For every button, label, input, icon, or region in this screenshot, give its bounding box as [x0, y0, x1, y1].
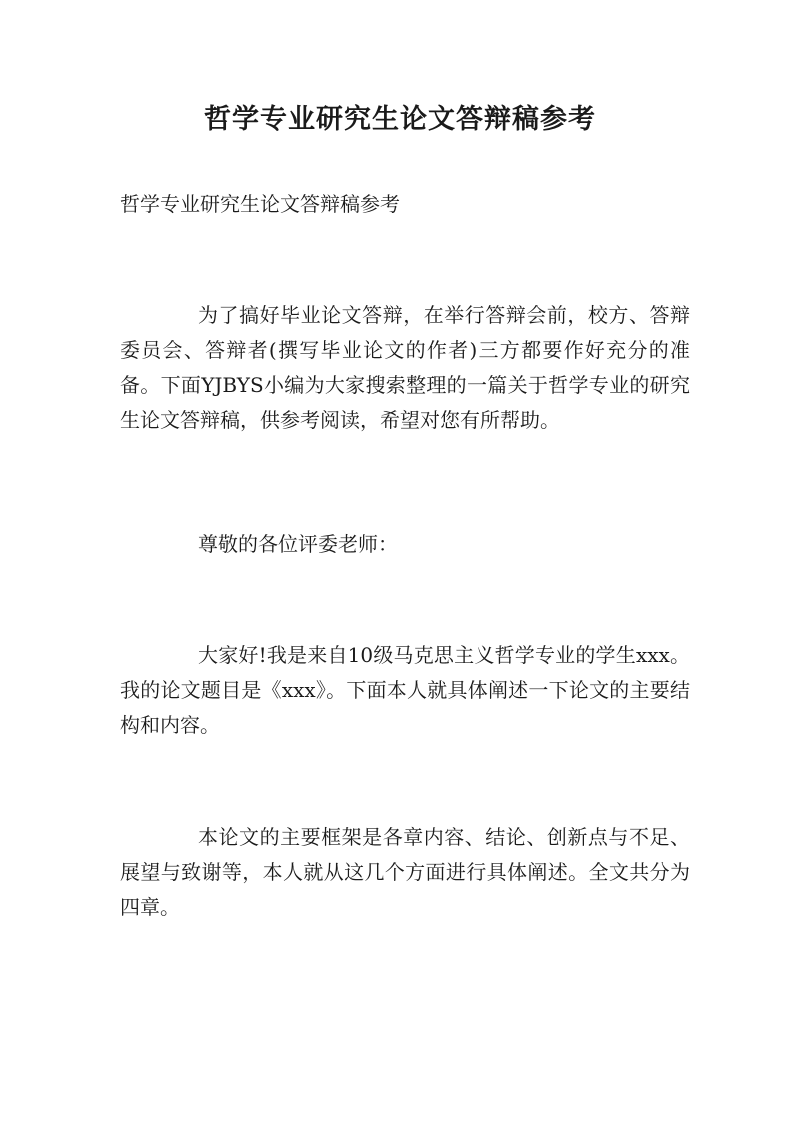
salutation-paragraph: 尊敬的各位评委老师： [198, 532, 398, 556]
document-title: 哲学专业研究生论文答辩稿参考 [204, 104, 596, 135]
intro-paragraph: 为了搞好毕业论文答辩，在举行答辩会前，校方、答辩委员会、答辩者(撰写毕业论文的作者)三方都要作好充分的准备。下面YJBYS小编为大家搜索整理的一篇关于哲学专业的研究生论文答辩稿，供参考阅读，希望对您有所帮助。 [120, 303, 690, 432]
self-introduction-paragraph: 大家好!我是来自10级马克思主义哲学专业的学生xxx。我的论文题目是《xxx》。下面本人就具体阐述一下论文的主要结构和内容。 [120, 643, 690, 737]
document-subtitle: 哲学专业研究生论文答辩稿参考 [120, 192, 400, 216]
structure-paragraph: 本论文的主要框架是各章内容、结论、创新点与不足、展望与致谢等，本人就从这几个方面进行具体阐述。全文共分为四章。 [120, 825, 690, 919]
